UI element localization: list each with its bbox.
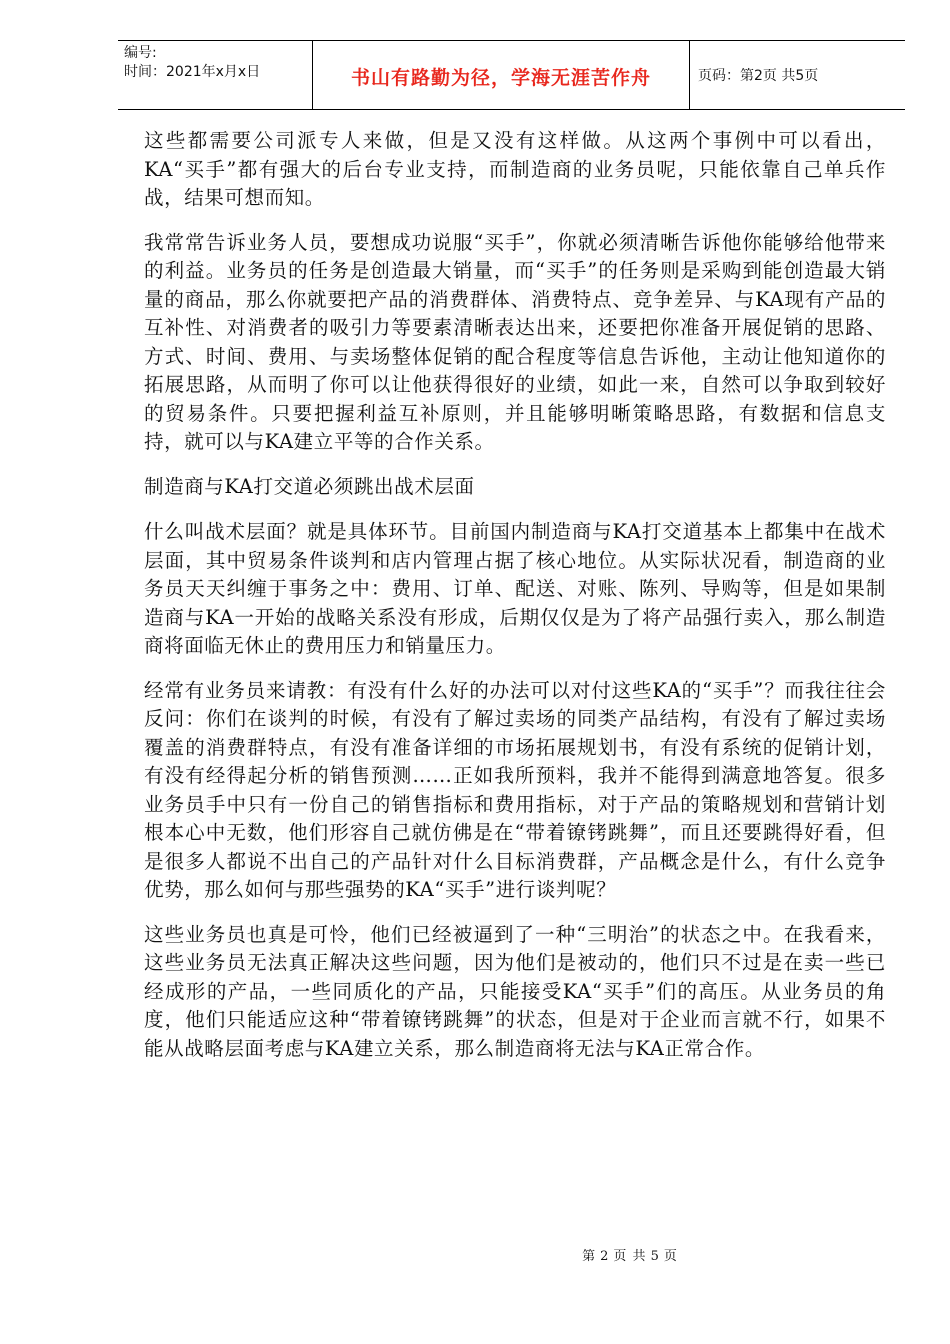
header-motto: 书山有路勤为径，学海无涯苦作舟 <box>313 41 690 109</box>
header-number-label: 编号: <box>124 45 157 61</box>
header-time-label: 时间：2021年x月x日 <box>124 64 261 80</box>
paragraph: 这些业务员也真是可怜，他们已经被逼到了一种“三明治”的状态之中。在我看来，这些业务员无法真正解决这些问题，因为他们是被动的，他们只不过是在卖一些已经成形的产品，一些同质化的产品，只能接受KA“买手”们的高压。从业务员的角度，他们只能适应这种“带着镣铐跳舞”的状态，但是对于企业而言就不行，如果不能从战略层面考虑与KA建立关系，那么制造商将无法与KA正常合作。 <box>144 922 886 1060</box>
footer-current-page: 2 <box>600 1249 610 1264</box>
paragraph: 经常有业务员来请教：有没有什么好的办法可以对付这些KA的“买手”？而我往往会反问：你们在谈判的时候，有没有了解过卖场的同类产品结构，有没有了解过卖场覆盖的消费群特点，有没有准备详细的市场拓展规划书，有没有系统的促销计划，有没有经得起分析的销售预测……正如我所预料，我并不能得到满意地答复。很多业务员手中只有一份自己的销售指标和费用指标，对于产品的策略规划和营销计划根本心中无数，他们形容自己就仿佛是在“带着镣铐跳舞”，而且还要跳得好看，但是很多人都说不出自己的产品针对什么目标消费群，产品概念是什么，有什么竞争优势，那么如何与那些强势的KA“买手”进行谈判呢？ <box>144 678 886 901</box>
header-page-info: 页码：第2页 共5页 <box>698 68 819 84</box>
footer-total-pages: 5 <box>650 1249 660 1264</box>
page-footer <box>0 1245 950 1264</box>
paragraph: 这些都需要公司派专人来做，但是又没有这样做。从这两个事例中可以看出，KA“买手”都有强大的后台专业支持，而制造商的业务员呢，只能依靠自己单兵作战，结果可想而知。 <box>144 129 886 209</box>
paragraph: 什么叫战术层面？就是具体环节。目前国内制造商与KA打交道基本上都集中在战术层面，其中贸易条件谈判和店内管理占据了核心地位。从实际状况看，制造商的业务员天天纠缠于事务之中：费用、订单、配送、对账、陈列、导购等，但是如果制造商与KA一开始的战略关系没有形成，后期仅仅是为了将产品强行卖入，那么制造商将面临无休止的费用压力和销量压力。 <box>144 520 886 657</box>
header-meta <box>118 41 313 109</box>
paragraph: 我常常告诉业务人员，要想成功说服“买手”，你就必须清晰告诉他你能够给他带来的利益。业务员的任务是创造最大销量，而“买手”的任务则是采购到能创造最大销量的商品，那么你就要把产品的消费群体、消费特点、竞争差异、与KA现有产品的互补性、对消费者的吸引力等要素清晰表达出来，还要把你准备开展促销的思路、方式、时间、费用、与卖场整体促销的配合程度等信息告诉他，主动让他知道你的拓展思路，从而明了你可以让他获得很好的业绩，如此一来，自然可以争取到较好的贸易条件。只要把握利益互补原则，并且能够明晰策略思路，有数据和信息支持，就可以与KA建立平等的合作关系。 <box>144 230 886 453</box>
footer-prefix: 第 <box>582 1249 597 1264</box>
footer-middle: 页 共 <box>613 1249 647 1264</box>
section-heading: 制造商与KA打交道必须跳出战术层面 <box>144 474 475 498</box>
document-body <box>144 127 886 1079</box>
footer-suffix: 页 <box>663 1249 678 1264</box>
page-header <box>118 40 905 110</box>
